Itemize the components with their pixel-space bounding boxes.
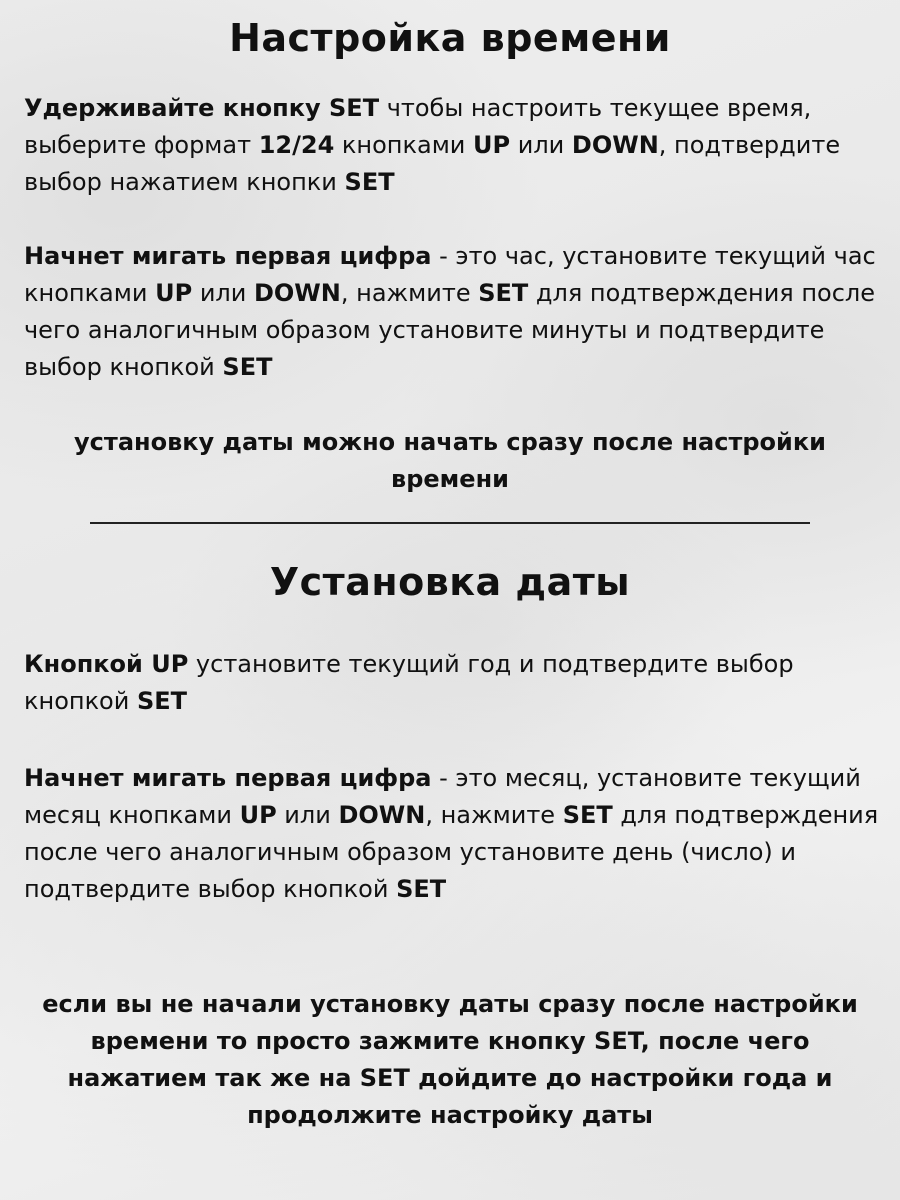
time-section-note: установку даты можно начать сразу после настройки времени bbox=[74, 428, 826, 493]
date-paragraph-2 bbox=[24, 760, 884, 908]
time-p1-s6: или bbox=[510, 131, 572, 159]
time-p1-s5: UP bbox=[473, 131, 511, 159]
date-p2-s4: или bbox=[276, 801, 339, 829]
date-paragraph-1 bbox=[24, 646, 884, 720]
date-p1-s2: установите текущий год и подтвердите выбор кнопкой bbox=[24, 650, 794, 715]
time-p2-s1: Начнет мигать первая цифра bbox=[24, 242, 432, 270]
time-p1-s2: чтобы настроить текущее время, выберите формат bbox=[24, 94, 812, 159]
time-p1-s3: 12/24 bbox=[258, 131, 335, 159]
time-p1-s9: SET bbox=[344, 168, 395, 196]
time-section-title: Настройка времени bbox=[229, 16, 671, 60]
date-p2-s6: , нажмите bbox=[425, 801, 563, 829]
time-p1-s1: Удерживайте кнопку SET bbox=[24, 94, 380, 122]
date-section-title: Установка даты bbox=[269, 560, 631, 604]
date-section-note: если вы не начали установку даты сразу после настройки времени то просто зажмите кнопку SET, после чего нажатием так же на SET дойдите до настройки года и продолжите настройку даты bbox=[42, 990, 858, 1129]
time-paragraph-2 bbox=[24, 238, 884, 386]
date-p2-s1: Начнет мигать первая цифра bbox=[24, 764, 432, 792]
date-p1-s3: SET bbox=[136, 687, 188, 715]
time-p2-s4: или bbox=[192, 279, 254, 307]
date-p1-s1: Кнопкой UP bbox=[24, 650, 189, 678]
date-p2-s9: SET bbox=[396, 875, 447, 903]
date-p2-s7: SET bbox=[562, 801, 613, 829]
date-p2-s5: DOWN bbox=[338, 801, 426, 829]
time-paragraph-1 bbox=[24, 90, 884, 201]
time-p1-s4: кнопками bbox=[334, 131, 474, 159]
time-p2-s3: UP bbox=[155, 279, 193, 307]
time-p1-s8: , подтвердите выбор нажатием кнопки bbox=[24, 131, 841, 196]
time-p2-s9: SET bbox=[222, 353, 273, 381]
time-p2-s6: , нажмите bbox=[340, 279, 479, 307]
date-p2-s8: для подтверждения после чего аналогичным образом установите день (число) и подтвердите выбор кнопкой bbox=[24, 801, 879, 903]
time-p1-s7: DOWN bbox=[571, 131, 659, 159]
date-p2-s3: UP bbox=[239, 801, 277, 829]
time-p2-s7: SET bbox=[478, 279, 529, 307]
section-divider bbox=[90, 522, 810, 524]
time-p2-s2: - это час, установите текущий час кнопками bbox=[24, 242, 876, 307]
date-p2-s2: - это месяц, установите текущий месяц кнопками bbox=[24, 764, 861, 829]
time-p2-s8: для подтверждения после чего аналогичным образом установите минуты и подтвердите выбор кнопкой bbox=[24, 279, 876, 381]
time-p2-s5: DOWN bbox=[253, 279, 341, 307]
